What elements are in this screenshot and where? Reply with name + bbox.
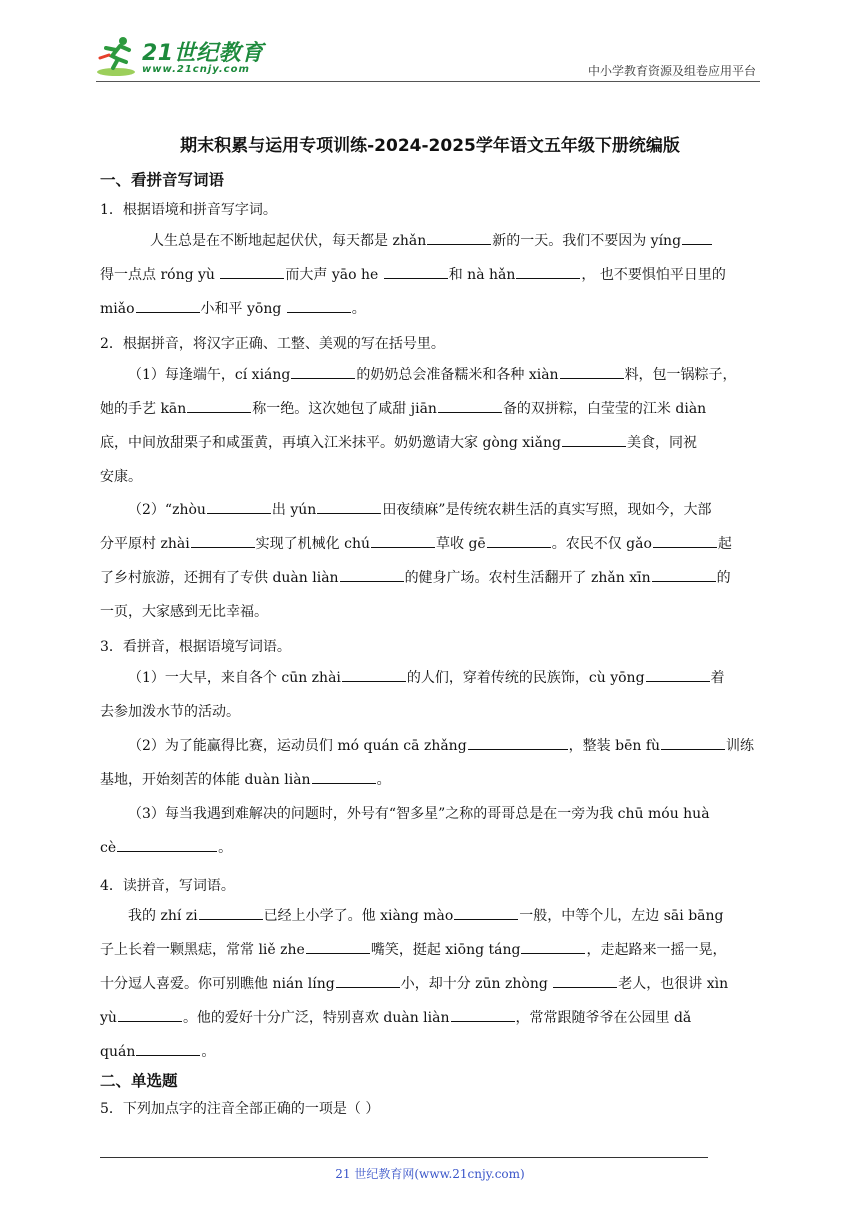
- platform-name: 中小学教育资源及组卷应用平台: [587, 64, 756, 78]
- answer-blank[interactable]: [487, 533, 551, 548]
- question-3-part-3: （3）每当我遇到难解决的问题时，外号有“智多星”之称的哥哥总是在一旁为我 chū móu huà cè 。: [100, 806, 710, 856]
- question-4-text: 我的 zhí zi 已经上小学了。他 xiàng mào 一般，中等个儿，左边 sāi bāng 子上长着一颗黑痣，常常 liě zhe 嘴笑，挺起 xiōng táng ，走起路来一摇一晃， 十分逗人喜爱。你可别瞧他 nián líng 小，却十分 zūn zhòng 老人，也很讲 xìn yù 。他的爱好十分广泛，特别喜欢 duàn liàn ，常常跟随爷爷在公园里 dǎ quán 。: [100, 899, 762, 1069]
- answer-blank[interactable]: [287, 298, 351, 313]
- answer-blank[interactable]: [560, 364, 624, 379]
- question-5-stem: 5．下列加点字的注音全部正确的一项是（ ）: [100, 1101, 380, 1117]
- question-1-stem: 1．根据语境和拼音写字词。: [100, 202, 277, 218]
- page-header: [96, 30, 760, 82]
- answer-blank[interactable]: [653, 533, 717, 548]
- answer-blank[interactable]: [136, 1041, 200, 1056]
- answer-blank[interactable]: [187, 398, 251, 413]
- answer-blank[interactable]: [516, 264, 580, 279]
- footer-divider: [100, 1157, 708, 1158]
- answer-blank[interactable]: [682, 230, 712, 245]
- question-2-part-2: （2）“zhòu 出 yún 田夜绩麻”是传统农耕生活的真实写照，现如今，大部 分平原村 zhài 实现了机械化 chú 草收 gē 。农民不仅 gǎo 起 了乡村旅游，还拥有了专供 duàn liàn 的健身广场。农村生活翻开了 zhǎn xīn 的 一页，大家感到无比幸福。: [100, 493, 762, 629]
- answer-blank[interactable]: [220, 264, 284, 279]
- question-3-part-2: （2）为了能赢得比赛，运动员们 mó quán cā zhǎng ，整装 bēn fù 训练 基地，开始刻苦的体能 duàn liàn 。: [100, 729, 762, 797]
- question-4-stem: 4．读拼音，写词语。: [100, 878, 235, 894]
- runner-icon: [96, 34, 140, 78]
- answer-blank[interactable]: [384, 264, 448, 279]
- answer-blank[interactable]: [136, 298, 200, 313]
- answer-blank[interactable]: [468, 735, 568, 750]
- section-heading-1: 一、看拼音写词语: [100, 171, 225, 189]
- logo-text: 21世纪教育: [142, 41, 264, 66]
- answer-blank[interactable]: [340, 567, 404, 582]
- question-3-part-1: （1）一大早，来自各个 cūn zhài 的人们，穿着传统的民族饰，cù yōng 着 去参加泼水节的活动。: [100, 661, 762, 729]
- footer-link[interactable]: 21 世纪教育网(www.21cnjy.com): [335, 1167, 525, 1181]
- answer-blank[interactable]: [336, 973, 400, 988]
- answer-blank[interactable]: [451, 1007, 515, 1022]
- page-title: 期末积累与运用专项训练-2024-2025学年语文五年级下册统编版: [180, 136, 680, 156]
- answer-blank[interactable]: [553, 973, 617, 988]
- answer-blank[interactable]: [306, 939, 370, 954]
- answer-blank[interactable]: [291, 364, 355, 379]
- answer-blank[interactable]: [521, 939, 585, 954]
- question-1-text: 人生总是在不断地起起伏伏，每天都是 zhǎn 新的一天。我们不要因为 yíng 得一点点 róng yù 而大声 yāo he 和 nà hǎn ， 也不要惧怕平日里的 miǎo 小和平 yōng 。: [100, 224, 762, 326]
- answer-blank[interactable]: [661, 735, 725, 750]
- site-logo: [96, 34, 286, 78]
- answer-blank[interactable]: [342, 667, 406, 682]
- answer-blank[interactable]: [191, 533, 255, 548]
- answer-blank[interactable]: [117, 837, 217, 852]
- answer-blank[interactable]: [371, 533, 435, 548]
- answer-blank[interactable]: [312, 769, 376, 784]
- answer-blank[interactable]: [199, 905, 263, 920]
- question-3-stem: 3．看拼音，根据语境写词语。: [100, 639, 291, 655]
- answer-blank[interactable]: [646, 667, 710, 682]
- section-heading-2: 二、单选题: [100, 1072, 178, 1090]
- answer-blank[interactable]: [454, 905, 518, 920]
- header-divider: [96, 81, 760, 82]
- answer-blank[interactable]: [317, 499, 381, 514]
- answer-blank[interactable]: [652, 567, 716, 582]
- question-2-stem: 2．根据拼音，将汉字正确、工整、美观的写在括号里。: [100, 336, 445, 352]
- logo-url: www.21cnjy.com: [142, 64, 250, 75]
- answer-blank[interactable]: [207, 499, 271, 514]
- answer-blank[interactable]: [438, 398, 502, 413]
- answer-blank[interactable]: [118, 1007, 182, 1022]
- answer-blank[interactable]: [427, 230, 491, 245]
- question-2-part-1: （1）每逢端午，cí xiáng 的奶奶总会准备糯米和各种 xiàn 料，包一锅粽子， 她的手艺 kān 称一绝。这次她包了咸甜 jiān 备的双拼粽，白莹莹的江米 diàn 底，中间放甜栗子和咸蛋黄，再填入江米抹平。奶奶邀请大家 gòng xiǎng 美食，同祝 安康。: [100, 358, 762, 494]
- answer-blank[interactable]: [562, 432, 626, 447]
